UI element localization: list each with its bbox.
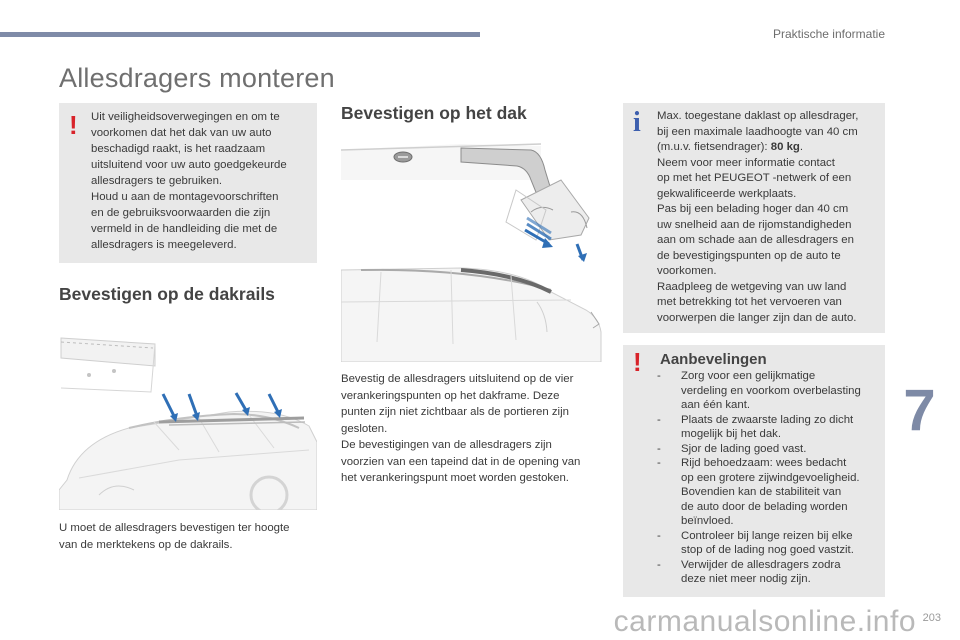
text-line: mogelijk bij het dak.: [681, 428, 782, 440]
info-box: [623, 103, 885, 333]
text-line: Bevestig de allesdragers uitsluitend op de vier: [341, 373, 574, 385]
section-title-roof: Bevestigen op het dak: [341, 103, 527, 123]
list-item: [657, 442, 879, 457]
list-item: [657, 558, 879, 587]
warning-box: [59, 103, 317, 263]
text-line: aan om schade aan de allesdragers en: [657, 234, 854, 246]
bullet-dash: -: [657, 413, 661, 426]
section-header: Praktische informatie: [772, 27, 885, 41]
text-line: en de gebruiksvoorwaarden die zijn: [91, 207, 271, 219]
exclamation-icon: !: [633, 347, 642, 377]
list-item: [657, 413, 879, 442]
text-line: stop of de lading nog goed vastzit.: [681, 544, 854, 556]
text-line: gesloten.: [341, 422, 388, 435]
bullet-dash: -: [657, 442, 661, 455]
text-span: .: [799, 141, 804, 153]
text-line: Sjor de lading goed vast.: [681, 442, 807, 455]
text-line-max-load: [657, 140, 883, 156]
info-text: [657, 109, 883, 326]
text-line: de auto door de belading worden: [681, 500, 848, 513]
text-line: van de merktekens op de dakrails.: [59, 538, 233, 551]
recommendations-title: Aanbevelingen: [660, 351, 767, 368]
roof-rails-illustration: [59, 330, 317, 510]
roof-rails-caption: [59, 520, 319, 553]
text-line: gekwalificeerde werkplaats.: [657, 187, 797, 200]
chapter-number: 7: [903, 378, 936, 443]
bullet-dash: -: [657, 558, 661, 571]
max-load-value: 80 kg: [770, 141, 800, 153]
text-line: bij een maximale laadhoogte van 40 cm: [657, 125, 858, 138]
text-line: Houd u aan de montagevoorschriften: [91, 191, 279, 203]
text-line: de bevestigingspunten op de auto te: [657, 249, 841, 262]
info-icon: i: [633, 107, 641, 138]
text-line: verankeringspunten op het dakframe. Deze: [341, 389, 560, 402]
text-line: Raadpleeg de wetgeving van uw land: [657, 280, 847, 293]
list-item: [657, 456, 879, 529]
text-line: Bovendien kan de stabiliteit van: [681, 486, 842, 498]
text-line: allesdragers is meegeleverd.: [91, 239, 237, 251]
page-number: 203: [922, 612, 941, 624]
list-item: [657, 369, 879, 413]
text-line: verdeling en voorkom overbelasting: [681, 384, 861, 397]
text-line: Zorg voor een gelijkmatige: [681, 370, 816, 382]
recommendations-list: [657, 369, 879, 587]
bullet-dash: -: [657, 457, 661, 469]
text-line: Verwijder de allesdragers zodra: [681, 558, 841, 571]
page-title: Allesdragers monteren: [59, 63, 335, 93]
roof-anchor-illustration: [341, 140, 603, 262]
text-line: uw snelheid aan de rijomstandigheden: [657, 218, 852, 231]
text-line: Neem voor meer informatie contact: [657, 156, 835, 169]
bullet-dash: -: [657, 529, 661, 542]
text-line: De bevestigingen van de allesdragers zijn: [341, 439, 552, 451]
text-line: Rijd behoedzaam: wees bedacht: [681, 457, 847, 469]
list-item: [657, 529, 879, 558]
roof-body-text: [341, 371, 606, 487]
text-line: aan één kant.: [681, 399, 751, 411]
bullet-dash: -: [657, 370, 661, 382]
text-line: beïnvloed.: [681, 515, 734, 527]
section-title-roof-rails: Bevestigen op de dakrails: [59, 284, 275, 304]
text-line: voorzien van een tapeind dat in de opening van: [341, 455, 581, 468]
text-line: deze niet meer nodig zijn.: [681, 573, 811, 585]
watermark: carmanualsonline.info: [613, 605, 916, 638]
text-line: Uit veiligheidsoverwegingen en om te: [91, 111, 280, 123]
text-line: op met het PEUGEOT -netwerk of een: [657, 172, 852, 184]
text-line: Pas bij een belading hoger dan 40 cm: [657, 203, 849, 215]
text-line: met betrekking tot het vervoeren van: [657, 296, 842, 308]
text-line: Plaats de zwaarste lading zo dicht: [681, 413, 854, 426]
text-line: allesdragers te gebruiken.: [91, 175, 223, 187]
text-line: voorkomen.: [657, 265, 717, 277]
text-line: voorwerpen die langer zijn dan de auto.: [657, 311, 857, 324]
text-line: beschadigd raakt, is het raadzaam: [91, 143, 266, 155]
text-span: (m.u.v. fietsendrager):: [657, 141, 771, 153]
warning-text: [91, 109, 313, 253]
text-line: uitsluitend voor uw auto goedgekeurde: [91, 159, 287, 171]
header-accent-bar: [0, 32, 480, 37]
text-line: Max. toegestane daklast op allesdrager,: [657, 110, 859, 122]
text-line: punten zijn niet zichtbaar als de portieren zijn: [341, 406, 569, 418]
text-line: voorkomen dat het dak van uw auto: [91, 127, 272, 139]
text-line: vermeld in de handleiding die met de: [91, 223, 278, 235]
car-roof-illustration: [341, 262, 603, 362]
text-line: op een grotere zijwindgevoeligheid.: [681, 471, 860, 484]
text-line: U moet de allesdragers bevestigen ter hoogte: [59, 522, 290, 534]
text-line: het verankeringspunt moet worden gestoken.: [341, 472, 569, 484]
exclamation-icon: !: [69, 110, 78, 140]
text-line: Controleer bij lange reizen bij elke: [681, 529, 853, 542]
